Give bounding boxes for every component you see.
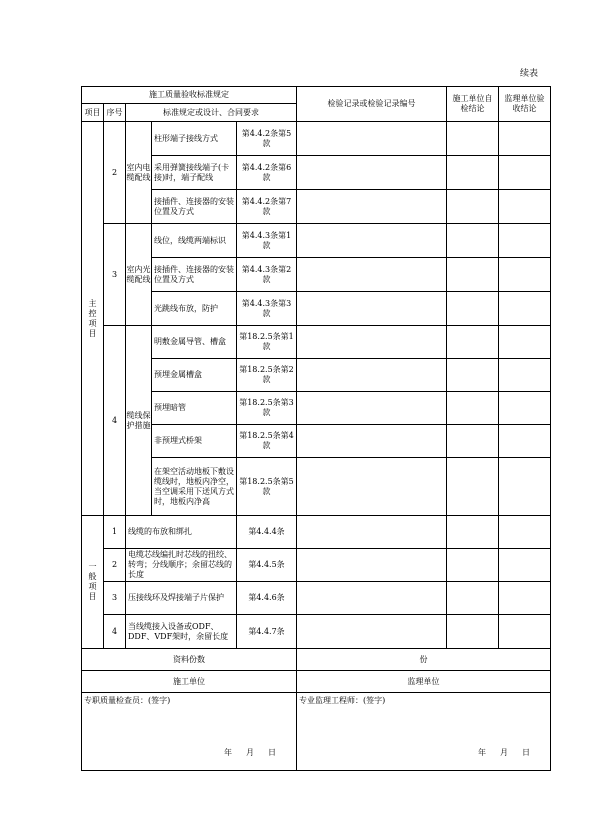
requirement-cell: 线位，线缆两端标识 [152, 224, 237, 258]
requirement-cell: 电缆芯线编扎时芯线的扭绞、转弯；分线顺序；余留芯线的长度 [126, 549, 237, 582]
item-column-header: 项目 [82, 104, 104, 122]
record-cell[interactable] [297, 258, 447, 292]
construction-conclusion-cell[interactable] [447, 190, 499, 224]
requirement-cell: 光跳线布放，防护 [152, 292, 237, 326]
supervision-conclusion-cell[interactable] [499, 292, 551, 326]
construction-conclusion-cell[interactable] [447, 326, 499, 359]
seq-cell: 2 [104, 549, 126, 582]
clause-cell: 第4.4.2条第5款 [237, 122, 297, 156]
clause-cell: 第18.2.5条第2款 [237, 359, 297, 392]
construction-conclusion-cell[interactable] [447, 359, 499, 392]
construction-conclusion-cell[interactable] [447, 292, 499, 326]
construction-conclusion-cell[interactable] [447, 258, 499, 292]
clause-cell: 第4.4.4条 [237, 516, 297, 549]
category-cell: 缆线保护措施 [126, 326, 152, 516]
record-cell[interactable] [297, 292, 447, 326]
table-row [82, 258, 551, 292]
construction-signature-area[interactable] [82, 693, 297, 771]
construction-conclusion-cell[interactable] [447, 425, 499, 458]
requirement-cell: 当线缆接入设备或ODF、DDF、VDF架时，余留长度 [126, 615, 237, 649]
continuation-label: 续表 [520, 69, 539, 79]
supervision-conclusion-cell[interactable] [499, 516, 551, 549]
construction-signature-date: 年 月 日 [224, 748, 276, 757]
record-cell[interactable] [297, 516, 447, 549]
table-row [82, 359, 551, 392]
table-row [82, 122, 551, 156]
requirement-cell: 预埋暗管 [152, 392, 237, 425]
clause-cell: 第4.4.3条第1款 [237, 224, 297, 258]
table-row [82, 549, 551, 582]
supervision-conclusion-cell[interactable] [499, 615, 551, 649]
supervision-conclusion-cell[interactable] [499, 224, 551, 258]
category-cell: 室内电缆配线 [126, 122, 152, 224]
requirement-column-header: 标准规定或设计、合同要求 [126, 104, 297, 122]
construction-unit-header: 施工单位 [82, 671, 297, 693]
construction-conclusion-cell[interactable] [447, 224, 499, 258]
table-row [82, 615, 551, 649]
table-row [82, 156, 551, 190]
record-cell[interactable] [297, 326, 447, 359]
standard-group-header: 施工质量验收标准规定 [82, 87, 297, 104]
requirement-cell: 明敷金属导管、槽盒 [152, 326, 237, 359]
requirement-cell: 线缆的布放和绑扎 [126, 516, 237, 549]
seq-cell: 4 [104, 615, 126, 649]
record-cell[interactable] [297, 156, 447, 190]
record-cell[interactable] [297, 458, 447, 516]
supervision-signature-area[interactable] [297, 693, 551, 771]
construction-signature-label: 专职质量检查员：(签字) [84, 696, 171, 705]
clause-cell: 第4.4.6条 [237, 582, 297, 615]
supervision-conclusion-cell[interactable] [499, 458, 551, 516]
record-cell[interactable] [297, 425, 447, 458]
clause-cell: 第18.2.5条第4款 [237, 425, 297, 458]
table-row [82, 292, 551, 326]
acceptance-record-table [81, 86, 551, 771]
clause-cell: 第4.4.2条第6款 [237, 156, 297, 190]
construction-conclusion-header: 施工单位自检结论 [447, 87, 499, 122]
requirement-cell: 预埋金属槽盒 [152, 359, 237, 392]
record-cell[interactable] [297, 392, 447, 425]
construction-conclusion-cell[interactable] [447, 122, 499, 156]
clause-cell: 第18.2.5条第5款 [237, 458, 297, 516]
construction-conclusion-cell[interactable] [447, 549, 499, 582]
data-count-unit[interactable]: 份 [297, 649, 551, 671]
record-cell[interactable] [297, 582, 447, 615]
construction-conclusion-cell[interactable] [447, 392, 499, 425]
clause-cell: 第4.4.7条 [237, 615, 297, 649]
record-cell[interactable] [297, 122, 447, 156]
table-row [82, 516, 551, 549]
table-row [82, 224, 551, 258]
table-row [82, 326, 551, 359]
supervision-conclusion-cell[interactable] [499, 326, 551, 359]
clause-cell: 第4.4.2条第7款 [237, 190, 297, 224]
table-row [82, 582, 551, 615]
construction-conclusion-cell[interactable] [447, 615, 499, 649]
seq-cell: 2 [104, 122, 126, 224]
requirement-cell: 非预埋式桥架 [152, 425, 237, 458]
supervision-conclusion-cell[interactable] [499, 359, 551, 392]
supervision-unit-header: 监理单位 [297, 671, 551, 693]
category-cell: 室内光缆配线 [126, 224, 152, 326]
table-row [82, 190, 551, 224]
seq-cell: 1 [104, 516, 126, 549]
supervision-conclusion-cell[interactable] [499, 549, 551, 582]
supervision-conclusion-cell[interactable] [499, 190, 551, 224]
record-cell[interactable] [297, 359, 447, 392]
record-column-header: 检验记录或检验记录编号 [297, 87, 447, 122]
clause-cell: 第4.4.5条 [237, 549, 297, 582]
requirement-cell: 压接线环及焊接端子片保护 [126, 582, 237, 615]
clause-cell: 第18.2.5条第3款 [237, 392, 297, 425]
supervision-conclusion-cell[interactable] [499, 258, 551, 292]
seq-cell: 3 [104, 582, 126, 615]
requirement-cell: 接插件、连接器的安装位置及方式 [152, 258, 237, 292]
supervision-conclusion-cell[interactable] [499, 582, 551, 615]
record-cell[interactable] [297, 190, 447, 224]
record-cell[interactable] [297, 615, 447, 649]
table-row [82, 392, 551, 425]
supervision-conclusion-cell[interactable] [499, 425, 551, 458]
supervision-conclusion-cell[interactable] [499, 156, 551, 190]
construction-conclusion-cell[interactable] [447, 516, 499, 549]
requirement-cell: 柱形端子接线方式 [152, 122, 237, 156]
construction-conclusion-cell[interactable] [447, 156, 499, 190]
requirement-cell: 采用弹簧接线端子(卡接)时，端子配线 [152, 156, 237, 190]
supervision-conclusion-cell[interactable] [499, 392, 551, 425]
construction-conclusion-cell[interactable] [447, 582, 499, 615]
seq-cell: 3 [104, 224, 126, 326]
supervision-conclusion-header: 监理单位验收结论 [499, 87, 551, 122]
record-cell[interactable] [297, 549, 447, 582]
clause-cell: 第4.4.3条第2款 [237, 258, 297, 292]
requirement-cell: 在架空活动地板下敷设缆线时，地板内净空，当空调采用下送风方式时，地板内净高 [152, 458, 237, 516]
data-count-label: 资料份数 [82, 649, 297, 671]
record-cell[interactable] [297, 224, 447, 258]
table-row [82, 425, 551, 458]
requirement-cell: 接插件、连接器的安装位置及方式 [152, 190, 237, 224]
seq-column-header: 序号 [104, 104, 126, 122]
seq-cell: 4 [104, 326, 126, 516]
supervision-signature-label: 专业监理工程师：(签字) [299, 696, 386, 705]
supervision-signature-date: 年 月 日 [478, 748, 530, 757]
table-row [82, 458, 551, 516]
construction-conclusion-cell[interactable] [447, 458, 499, 516]
clause-cell: 第18.2.5条第1款 [237, 326, 297, 359]
main-items-label: 主控项目 [82, 122, 104, 516]
supervision-conclusion-cell[interactable] [499, 122, 551, 156]
general-items-label: 一般项目 [82, 516, 104, 649]
clause-cell: 第4.4.3条第3款 [237, 292, 297, 326]
